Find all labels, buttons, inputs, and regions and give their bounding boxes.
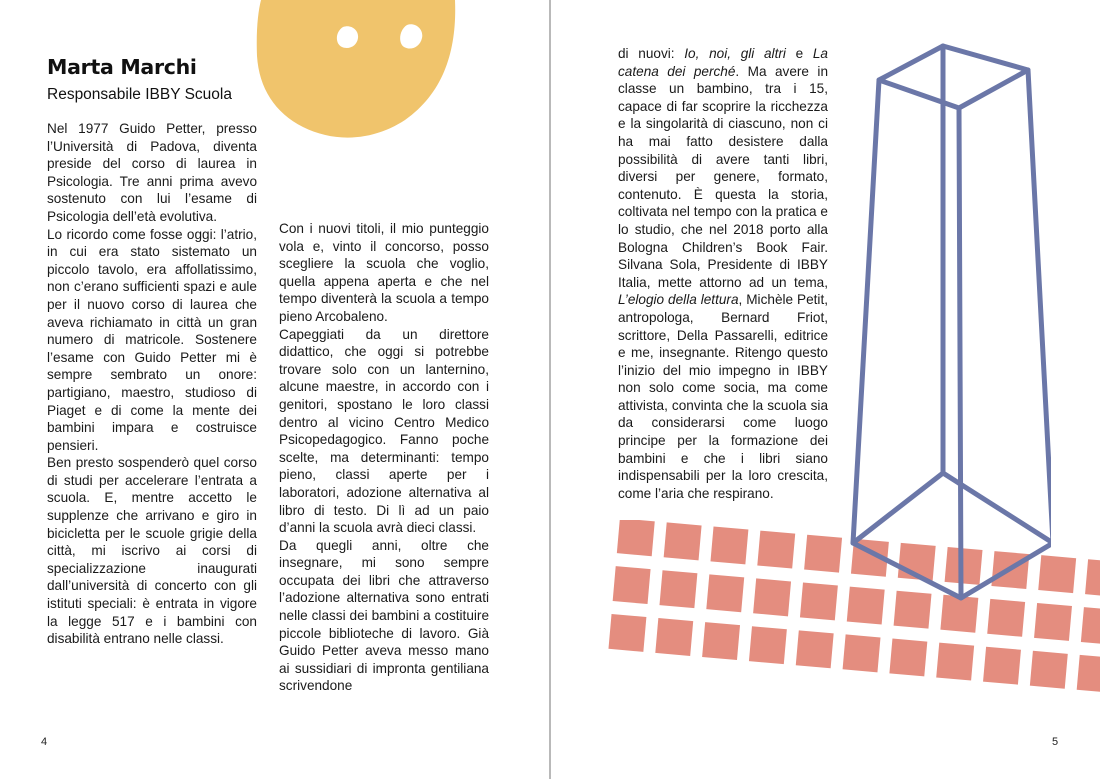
- text-run: . Ma avere in classe un bambino, tra i 15, capace di far scoprire la ricchezza e la singolarità di ciascuno, non ci ha mai fatto desistere dalla possibilità di avere tanti libri, diversi per genere, formato, contenuto. È questa la storia, coltivata nel tempo con la pratica e lo studio, che nel 2018 porto alla Bologna Children’s Book Fair. Silvana Sola, Presidente di IBBY Italia, mette attorno ad un tema,: [618, 63, 829, 290]
- author-name: Marta Marchi: [47, 55, 197, 79]
- yellow-sun-illustration: [255, 0, 460, 146]
- tile: [1081, 607, 1100, 645]
- text-run: e: [785, 46, 813, 61]
- paragraph: Ben presto sospenderò quel corso di studi per accelerare l’entrata a scuola. E, mentre accetto le supplenze che arrivano e giro in bicicletta per le scuole grigie della città, mi iscrivo ai corsi di specializzazione inaugurati dall’università di concerto con gli istituti speciali: è entrata in vigore la legge 517 e i bambini con disabilità entrano nelle classi.: [47, 455, 257, 647]
- tile: [843, 634, 881, 672]
- paragraph: [618, 45, 828, 502]
- tile: [800, 583, 838, 621]
- tile: [706, 574, 744, 612]
- tile: [804, 535, 842, 573]
- book-title: La catena dei perché: [618, 46, 828, 79]
- text-column-1: [47, 120, 257, 648]
- tower-drawing: [853, 46, 1051, 598]
- paragraph: Con i nuovi titoli, il mio punteggio vola e, vinto il concorso, posso scegliere la scuola che voglio, quella appena aperta e che nel tempo diventerà la scuola a tempo pieno Arcobaleno.: [279, 221, 489, 324]
- tile: [664, 522, 702, 560]
- text-run: di nuovi:: [618, 46, 685, 61]
- tile: [613, 566, 651, 604]
- paragraph: Lo ricordo come fosse oggi: l’atrio, in cui era stato sistemato un piccolo tavolo, era affollatissimo, non c’erano sufficienti spazi e aule per il nuovo corso di laurea che aveva richiamato in città un gran numero di matricole. Sostenere l’esame con Guido Petter mi è sempre sembrato un onore: partigiano, maestro, studioso di Piaget e di come la mente dei bambini impara e costruisce pensieri.: [47, 226, 257, 453]
- author-role: Responsabile IBBY Scuola: [47, 86, 232, 103]
- book-title: L’elogio della lettura: [618, 292, 739, 308]
- tile: [757, 531, 795, 569]
- book-title: Io, noi, gli altri: [684, 46, 786, 61]
- text-column-2: [279, 220, 489, 695]
- tile: [710, 526, 748, 564]
- tile: [608, 614, 646, 652]
- paragraph: Da quegli anni, oltre che insegnare, mi sono sempre occupata dei libri che attraverso l’adozione alternativa sono entrati nelle classi dei bambini a costituire piccole biblioteche di lavoro. Già Guido Petter aveva messo mano ai sussidiari di impronta gentiliana scrivendone: [279, 537, 489, 694]
- tile: [617, 520, 655, 556]
- tile: [749, 626, 787, 664]
- page-number-right: 5: [1052, 736, 1059, 748]
- tile: [659, 570, 697, 608]
- tile: [655, 618, 693, 656]
- page-number-left: 4: [41, 736, 48, 748]
- tile: [796, 630, 834, 668]
- sun-shape: [257, 0, 455, 138]
- tile: [889, 639, 927, 677]
- tile: [1077, 655, 1100, 693]
- text-run: , Michèle Petit, antropologa, Bernard Friot, scrittore, Della Passarelli, editrice e me, insegnante. Ritengo questo l’inizio del mio impegno in IBBY non solo come socia, ma come attivista, convinta che la scuola sia da considerarsi come luogo principe per la formazione dei bambini e che i libri siano indispensabili per la loro crescita, come l’aria che respirano.: [618, 292, 829, 501]
- tower-illustration: [841, 38, 1051, 613]
- tile: [1030, 651, 1068, 689]
- paragraph: Nel 1977 Guido Petter, presso l’Università di Padova, diventa preside del corso di laurea in Psicologia. Tre anni prima avevo sostenuto con lui l’esame di Psicologia dell’età evolutiva.: [47, 121, 257, 224]
- text-column-3: [618, 45, 828, 502]
- tile: [702, 622, 740, 660]
- tile: [983, 647, 1021, 685]
- left-page: [0, 0, 549, 779]
- tile: [936, 643, 974, 681]
- right-page: [551, 0, 1100, 779]
- paragraph: Capeggiati da un direttore didattico, che oggi si potrebbe trovare solo con un lanternino, alcune maestre, in accordo con i genitori, spostano le loro classi dentro al vicino Centro Medico Psicopedagogico. Fanno poche scelte, ma determinanti: tempo pieno, classi aperte per i laboratori, adozione alternativa al libro di testo. Di lì ad un paio d’anni la scuola avrà dieci classi.: [279, 326, 489, 536]
- tile: [1085, 559, 1100, 597]
- tile: [753, 578, 791, 616]
